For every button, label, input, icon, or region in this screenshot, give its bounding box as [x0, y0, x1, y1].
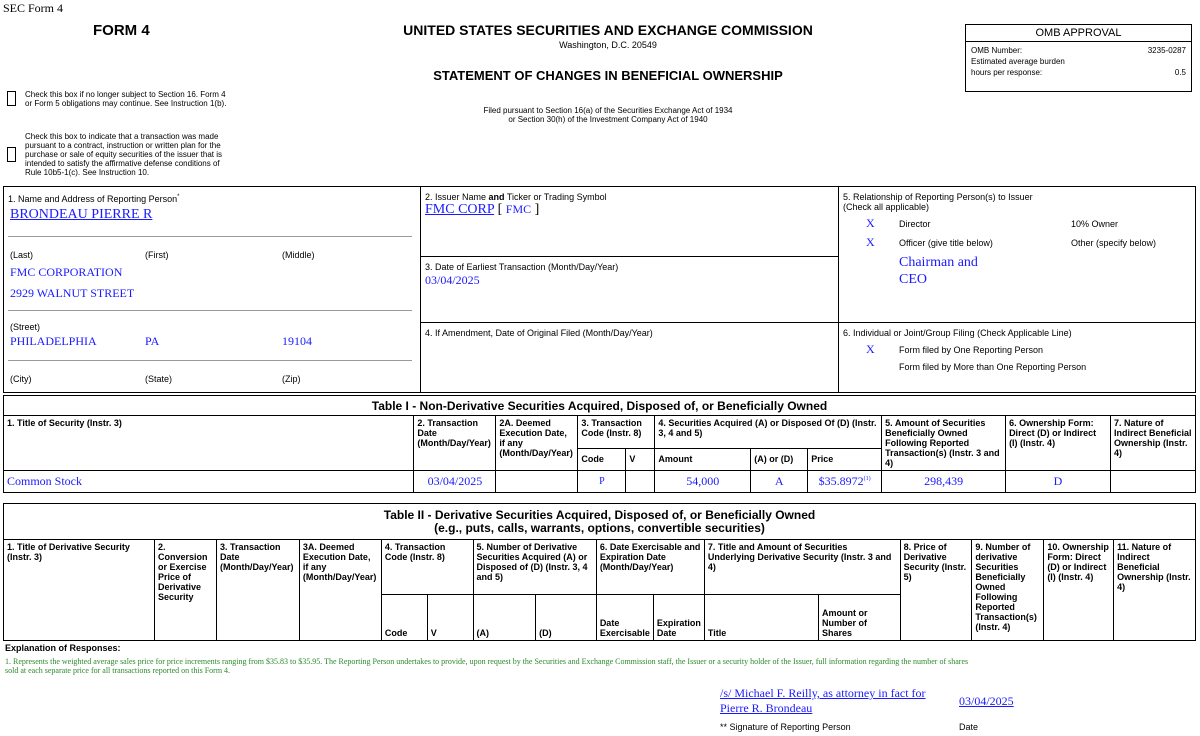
table2-header-exercisable: 6. Date Exercisable and Expiration Date (Month/Day/Year) [596, 540, 704, 595]
rule10b5-checkbox[interactable] [7, 147, 16, 162]
first-name-label: (First) [145, 250, 169, 260]
table1-header-nature: 7. Nature of Indirect Beneficial Ownership (Instr. 4) [1110, 416, 1195, 471]
officer-mark: X [866, 235, 875, 249]
amendment-date-label: 4. If Amendment, Date of Original Filed (Month/Day/Year) [425, 328, 653, 338]
row-date: 03/04/2025 [414, 471, 496, 493]
table2-header-price: 8. Price of Derivative Security (Instr. 5) [900, 540, 972, 641]
table2-header-nature: 11. Nature of Indirect Beneficial Ownership (Instr. 4) [1114, 540, 1196, 641]
table1-sub-aord: (A) or (D) [751, 448, 808, 470]
ticker-symbol: FMC [505, 202, 532, 216]
omb-approval-box [965, 24, 1192, 92]
omb-number-label: OMB Number: [971, 46, 1023, 55]
earliest-transaction-label: 3. Date of Earliest Transaction (Month/Day/Year) [425, 262, 619, 272]
table1-header-deemed: 2A. Deemed Execution Date, if any (Month/Day/Year) [496, 416, 578, 471]
omb-hours-label: hours per response: [971, 68, 1043, 77]
issuer-name-link[interactable]: FMC CORP [425, 202, 495, 217]
row-v [626, 471, 655, 493]
zip-value: 19104 [282, 334, 312, 348]
form-title: FORM 4 [93, 22, 150, 39]
table2-sub-code: Code [381, 595, 427, 641]
table2-sub-v: V [427, 595, 473, 641]
table1-header-form: 6. Ownership Form: Direct (D) or Indirect (I) (Instr. 4) [1006, 416, 1111, 471]
table2-sub-title: Title [704, 595, 818, 641]
price-footnote: (1) [863, 476, 871, 482]
rule10b5-text: Check this box to indicate that a transaction was made pursuant to a contract, instruction or written plan for the purchase or sale of equity securities of the issuer that is intended to satisfy the affirmative defense conditions of Rule 10b5-1(c). See Instruction 10. [25, 132, 222, 177]
table1-header-code: 3. Transaction Code (Instr. 8) [578, 416, 655, 449]
table2-sub-exercisable: Date Exercisable [596, 595, 653, 641]
state-value: PA [145, 334, 160, 348]
reporting-person-name-link[interactable]: BRONDEAU PIERRE R [10, 207, 153, 222]
reporting-person-label: 1. Name and Address of Reporting Person* [8, 194, 180, 204]
table1-sub-v: V [626, 448, 655, 470]
address-line1: FMC CORPORATION [10, 265, 123, 279]
table1-sub-price: Price [808, 448, 882, 470]
table2-sub-expiration: Expiration Date [653, 595, 704, 641]
section16-text: Check this box if no longer subject to Section 16. Form 4 or Form 5 obligations may continue. See Instruction 1(b). [25, 90, 227, 108]
more-persons-label: Form filed by More than One Reporting Person [899, 362, 1087, 372]
row-security: Common Stock [4, 471, 414, 493]
other-label: Other (specify below) [1071, 238, 1157, 248]
table2-header-number: 5. Number of Derivative Securities Acquired (A) or Disposed of (D) (Instr. 3, 4 and 5) [473, 540, 596, 595]
table2-title: Table II - Derivative Securities Acquired, Disposed of, or Beneficially Owned (e.g., puts, calls, warrants, options, convertible securities) [4, 504, 1196, 540]
signature-date-link[interactable]: 03/04/2025 [959, 694, 1014, 708]
table1-header-date: 2. Transaction Date (Month/Day/Year) [414, 416, 496, 471]
street-label: (Street) [10, 322, 41, 332]
footnote-1: 1. Represents the weighted average sales price for price increments ranging from $35.83 to $35.95. The Reporting Person undertakes to provide, upon request by the Securities and Exchange Commission staff, the Issuer or a security holder of the Issuer, full information regarding the number of shares sold at each separate price for all transactions reported on this Form 4. [5, 657, 969, 675]
row-code: P [578, 471, 626, 493]
table-non-derivative [3, 395, 1196, 493]
table1-sub-amount: Amount [655, 448, 751, 470]
city-label: (City) [10, 374, 32, 384]
table2-sub-amount: Amount or Number of Shares [818, 595, 900, 641]
filed-pursuant-line2: or Section 30(h) of the Investment Company Act of 1940 [508, 115, 708, 124]
agency-title: UNITED STATES SECURITIES AND EXCHANGE COMMISSION [403, 22, 813, 38]
table2-sub-a: (A) [473, 595, 536, 641]
explanation-heading: Explanation of Responses: [5, 643, 121, 653]
city-value: PHILADELPHIA [10, 334, 97, 348]
officer-label: Officer (give title below) [899, 238, 993, 248]
table1-header-security: 1. Title of Security (Instr. 3) [4, 416, 414, 471]
relationship-label: 5. Relationship of Reporting Person(s) to Issuer (Check all applicable) [843, 192, 1033, 212]
filing-type-label: 6. Individual or Joint/Group Filing (Check Applicable Line) [843, 328, 1072, 338]
table2-header-underlying: 7. Title and Amount of Securities Underlying Derivative Security (Instr. 3 and 4) [704, 540, 900, 595]
table2-header-number-owned: 9. Number of derivative Securities Beneficially Owned Following Reported Transaction(s) (Instr. 4) [972, 540, 1044, 641]
row-price: $35.8972$^{(1)}$ [808, 471, 882, 493]
row-aord: A [751, 471, 808, 493]
officer-title-line2: CEO [899, 272, 927, 287]
last-name-label: (Last) [10, 250, 34, 260]
sec-form-label: SEC Form 4 [3, 1, 64, 15]
signature-link-line2[interactable]: Pierre R. Brondeau [720, 701, 813, 715]
table1-header-acquired: 4. Securities Acquired (A) or Disposed Of (D) (Instr. 3, 4 and 5) [655, 416, 882, 449]
row-form: D [1006, 471, 1111, 493]
table1-header-owned: 5. Amount of Securities Beneficially Owned Following Reported Transaction(s) (Instr. 3 and 4) [882, 416, 1006, 471]
issuer-line: FMC CORP [ FMC ] [425, 202, 540, 217]
ten-percent-owner-label: 10% Owner [1071, 219, 1119, 229]
zip-label: (Zip) [282, 374, 301, 384]
table2-header-code: 4. Transaction Code (Instr. 8) [381, 540, 473, 595]
filed-pursuant-line1: Filed pursuant to Section 16(a) of the Securities Exchange Act of 1934 [483, 106, 733, 115]
officer-title-line1: Chairman and [899, 255, 978, 270]
row-nature [1110, 471, 1195, 493]
one-person-label: Form filed by One Reporting Person [899, 345, 1044, 355]
section16-checkbox[interactable] [7, 91, 16, 106]
row-deemed [496, 471, 578, 493]
table-row [4, 471, 1196, 493]
table2-sub-d: (D) [536, 595, 597, 641]
omb-title: OMB APPROVAL [966, 25, 1191, 42]
table-derivative [3, 503, 1196, 641]
signature-date-label: Date [959, 722, 979, 732]
director-mark: X [866, 216, 875, 230]
agency-location: Washington, D.C. 20549 [559, 40, 657, 50]
statement-title: STATEMENT OF CHANGES IN BENEFICIAL OWNERSHIP [433, 68, 783, 83]
table2-header-date: 3. Transaction Date (Month/Day/Year) [216, 540, 299, 641]
table1-title: Table I - Non-Derivative Securities Acquired, Disposed of, or Beneficially Owned [4, 396, 1196, 416]
address-line2: 2929 WALNUT STREET [10, 286, 135, 300]
state-label: (State) [145, 374, 173, 384]
signature-link-line1[interactable]: /s/ Michael F. Reilly, as attorney in fact for [720, 686, 926, 700]
omb-burden-label: Estimated average burden [971, 57, 1065, 66]
signature-block [720, 686, 926, 716]
director-label: Director [899, 219, 931, 229]
table2-header-title: 1. Title of Derivative Security (Instr. 3) [4, 540, 155, 641]
issuer-name-label: 2. Issuer Name and Ticker or Trading Symbol [425, 192, 607, 202]
row-amount: 54,000 [655, 471, 751, 493]
table2-header-conversion: 2. Conversion or Exercise Price of Derivative Security [155, 540, 217, 641]
middle-name-label: (Middle) [282, 250, 315, 260]
row-owned: 298,439 [882, 471, 1006, 493]
omb-number-value: 3235-0287 [1147, 46, 1186, 55]
table2-header-form: 10. Ownership Form: Direct (D) or Indirect (I) (Instr. 4) [1044, 540, 1114, 641]
omb-hours-value: 0.5 [1174, 68, 1186, 77]
one-person-mark: X [866, 342, 875, 356]
signature-label: ** Signature of Reporting Person [720, 722, 851, 732]
earliest-transaction-date: 03/04/2025 [425, 273, 480, 287]
table1-sub-code: Code [578, 448, 626, 470]
table2-header-deemed: 3A. Deemed Execution Date, if any (Month/Day/Year) [299, 540, 381, 641]
